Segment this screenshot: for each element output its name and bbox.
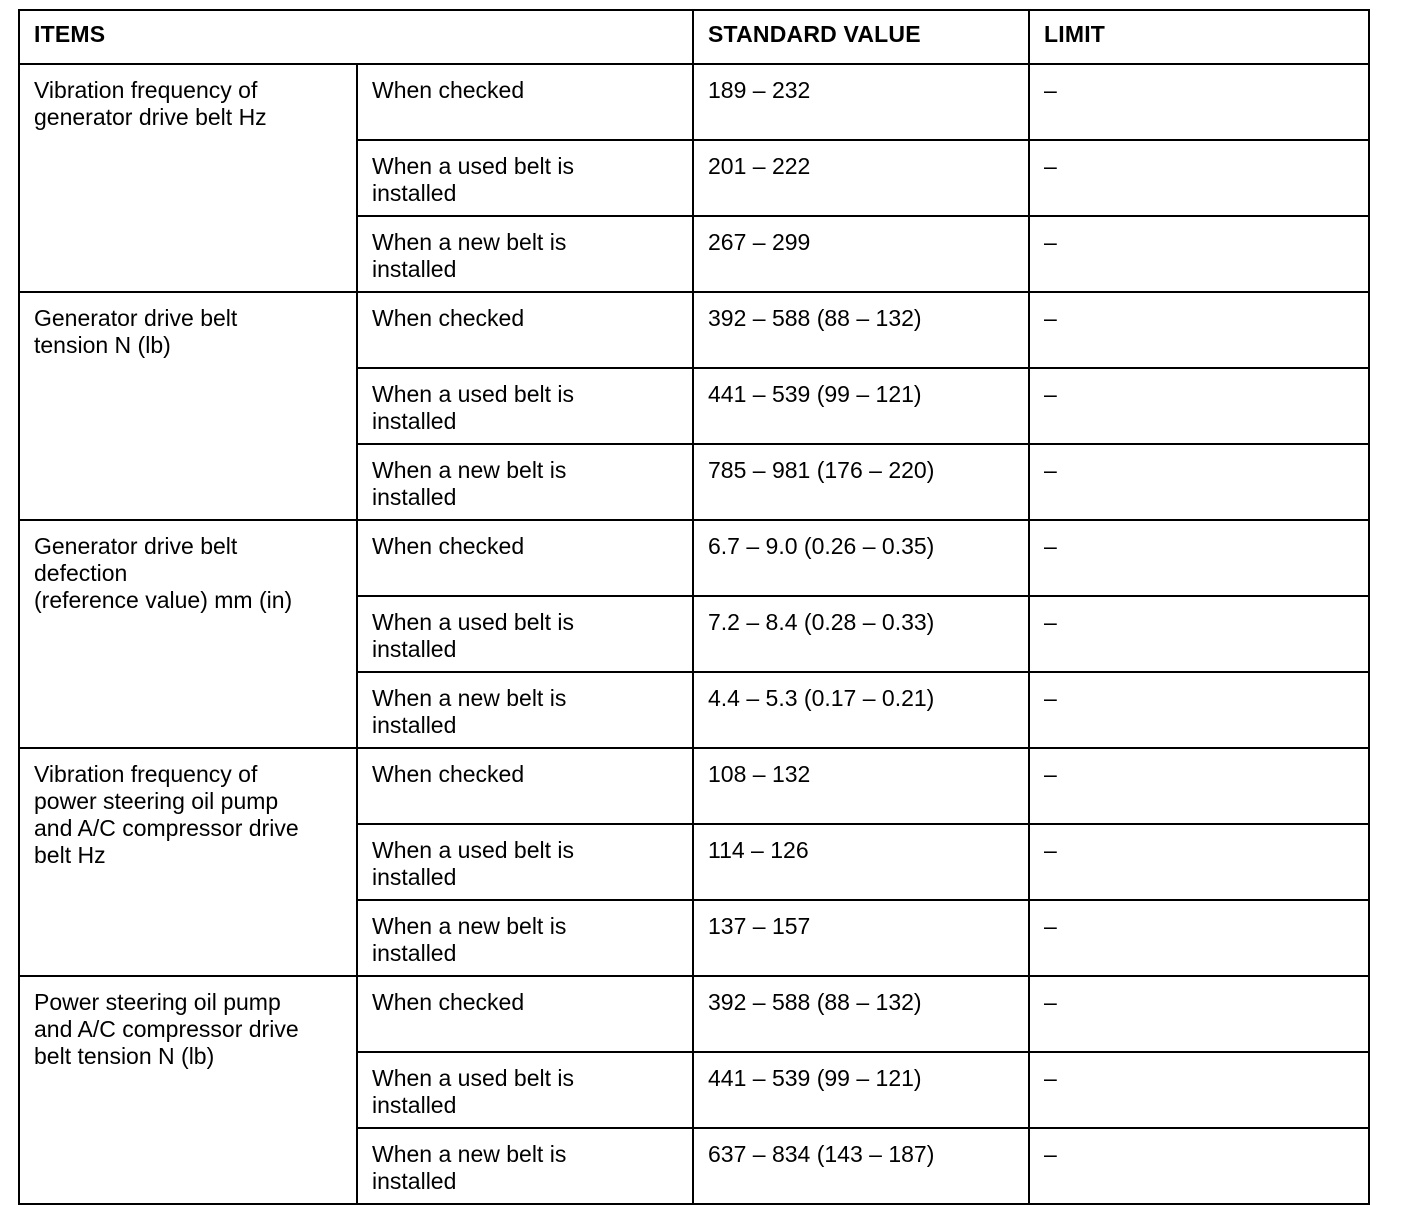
table-row [19,292,1369,368]
limit-cell: – [1029,520,1369,596]
item-name: Vibration frequency of power steering oil pump and A/C compressor drive belt Hz [19,748,357,976]
condition-cell: When a new belt is installed [357,1128,693,1204]
limit-cell: – [1029,1052,1369,1128]
standard-value-cell: 392 – 588 (88 – 132) [693,292,1029,368]
condition-cell: When checked [357,748,693,824]
standard-value-cell: 441 – 539 (99 – 121) [693,1052,1029,1128]
limit-cell: – [1029,976,1369,1052]
header-items: ITEMS [19,10,693,64]
limit-cell: – [1029,596,1369,672]
standard-value-cell: 267 – 299 [693,216,1029,292]
limit-cell: – [1029,64,1369,140]
condition-cell: When a used belt is installed [357,140,693,216]
limit-cell: – [1029,748,1369,824]
header-limit: LIMIT [1029,10,1369,64]
header-standard-value: STANDARD VALUE [693,10,1029,64]
standard-value-cell: 201 – 222 [693,140,1029,216]
limit-cell: – [1029,824,1369,900]
limit-cell: – [1029,444,1369,520]
condition-cell: When checked [357,292,693,368]
condition-cell: When a new belt is installed [357,444,693,520]
standard-value-cell: 441 – 539 (99 – 121) [693,368,1029,444]
item-name: Power steering oil pump and A/C compressor drive belt tension N (lb) [19,976,357,1204]
limit-cell: – [1029,292,1369,368]
item-name: Generator drive belt tension N (lb) [19,292,357,520]
condition-cell: When checked [357,64,693,140]
table-row [19,520,1369,596]
belt-spec-table [18,9,1370,1205]
standard-value-cell: 4.4 – 5.3 (0.17 – 0.21) [693,672,1029,748]
condition-cell: When a new belt is installed [357,216,693,292]
standard-value-cell: 785 – 981 (176 – 220) [693,444,1029,520]
standard-value-cell: 7.2 – 8.4 (0.28 – 0.33) [693,596,1029,672]
table-row [19,64,1369,140]
condition-cell: When a used belt is installed [357,1052,693,1128]
limit-cell: – [1029,216,1369,292]
condition-cell: When checked [357,520,693,596]
table-row [19,748,1369,824]
standard-value-cell: 6.7 – 9.0 (0.26 – 0.35) [693,520,1029,596]
limit-cell: – [1029,900,1369,976]
condition-cell: When a new belt is installed [357,672,693,748]
condition-cell: When a new belt is installed [357,900,693,976]
limit-cell: – [1029,672,1369,748]
condition-cell: When a used belt is installed [357,596,693,672]
standard-value-cell: 392 – 588 (88 – 132) [693,976,1029,1052]
limit-cell: – [1029,368,1369,444]
item-name: Vibration frequency of generator drive belt Hz [19,64,357,292]
standard-value-cell: 108 – 132 [693,748,1029,824]
item-name: Generator drive belt defection (reference value) mm (in) [19,520,357,748]
standard-value-cell: 637 – 834 (143 – 187) [693,1128,1029,1204]
condition-cell: When a used belt is installed [357,824,693,900]
limit-cell: – [1029,140,1369,216]
header-row [19,10,1369,64]
table-row [19,976,1369,1052]
limit-cell: – [1029,1128,1369,1204]
standard-value-cell: 137 – 157 [693,900,1029,976]
standard-value-cell: 114 – 126 [693,824,1029,900]
condition-cell: When checked [357,976,693,1052]
standard-value-cell: 189 – 232 [693,64,1029,140]
condition-cell: When a used belt is installed [357,368,693,444]
